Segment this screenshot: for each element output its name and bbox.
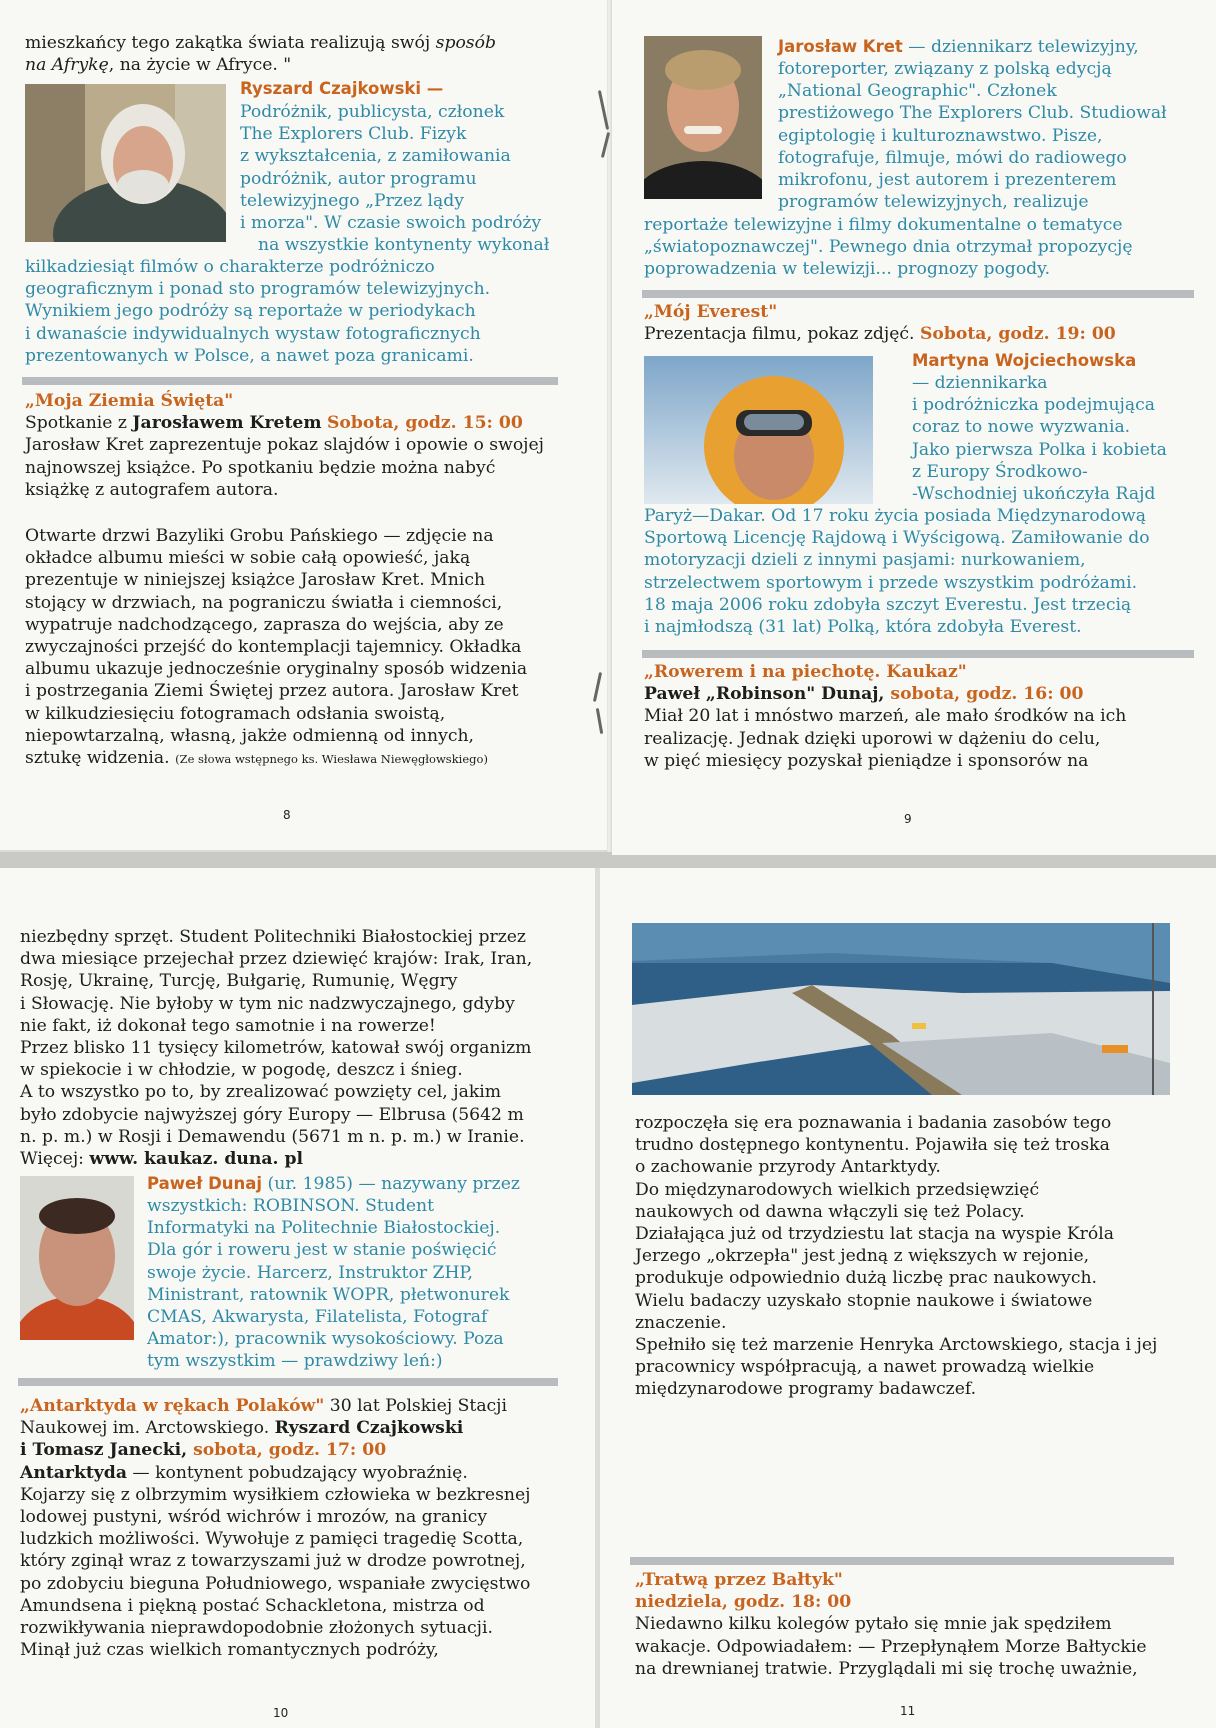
separator	[18, 1378, 558, 1386]
event-kaukaz: „Rowerem i na piechotę. Kaukaz" Paweł „Robinson" Dunaj, sobota, godz. 16: 00 Miał 20 lat i mnóstwo marzeń, ale mało środków na ich realizację. Jednak dzięki uporowi w dążeniu do celu, w pięć miesięcy pozyskał pieniądze i sponsorów na	[644, 662, 1127, 771]
website-link[interactable]: www. kaukaz. duna. pl	[89, 1149, 304, 1170]
event-title: „Moja Ziemia Święta"	[25, 391, 234, 411]
kaukaz-cont: niezbędny sprzęt. Student Politechniki Białostockiej przez dwa miesiące przejechał przez dziewięć krajów: Irak, Iran, Rosję, Ukrainę, Turcję, Bułgarię, Rumunię, Węgry i Słowację. Nie byłoby w tym nic nadzwyczajnego, gdyby nie fakt, iż dokonał tego samotnie i na rowerze! Przez blisko 11 tysięcy kilometrów, katował swój organizm w spiekocie i w chłodzie, w pogodę, deszcz i śnieg. A to wszystko po to, by zrealizować powzięty cel, jakim było zdobycie najwyższej góry Europy — Elbrusa (5642 m n. p. m.) w Rosji i Demawendu (5671 m n. p. m.) w Iranie. Więcej: www. kaukaz. duna. pl	[20, 927, 533, 1170]
page-8	[0, 0, 607, 850]
event-time: sobota, godz. 17: 00	[193, 1440, 387, 1461]
dunaj-bio: Paweł Dunaj (ur. 1985) — nazywany przez	[147, 1174, 520, 1194]
czajkowski-photo	[25, 84, 226, 242]
page-11	[600, 868, 1216, 1728]
separator	[630, 1557, 1174, 1565]
antarctic-station-photo	[632, 923, 1170, 1095]
kret-photo	[644, 36, 762, 199]
wojciechowska-name: Martyna Wojciechowska	[912, 351, 1137, 370]
page-9	[612, 0, 1216, 855]
czajkowski-bio-top	[240, 78, 443, 100]
event-time: Sobota, godz. 19: 00	[919, 324, 1116, 345]
page-number: 8	[283, 808, 291, 822]
czajkowski-name: Ryszard Czajkowski —	[240, 79, 444, 98]
kret-bio-body: fotoreporter, związany z polską edycją „National Geographic". Członek prestiżowego The Explorers Club. Studiował egiptologię i kulturoznawstwo. Pisze, fotografuje, filmuje, mówi do radiowego mikrofonu, jest autorem i prezenterem programów telewizyjnych, realizuje	[778, 59, 1167, 213]
antarktyda-cont: rozpoczęła się era poznawania i badania zasobów tego trudno dostępnego kontynentu. Pojawiła się też troska o zachowanie przyrody Antarktydy. Do międzynarodowych wielkich przedsięwzięć naukowych od dawna włączyli się też Polacy. Działająca już od trzydziestu lat stacja na wyspie Króla Jerzego „okrzepła" jest jedną z większych w rejonie, produkuje odpowiednio dużą liczbę prac naukowych. Wielu badaczy uzyskało stopnie naukowe i światowe znaczenie. Spełniło się też marzenie Henryka Arctowskiego, stacja i jej pracownicy współpracują, a nawet prowadzą wielkie międzynarodowe programy badawczef.	[635, 1113, 1158, 1400]
wojciechowska-name-block	[912, 350, 1136, 372]
event-moja-ziemia: „Moja Ziemia Święta" Spotkanie z Jarosławem Kretem Sobota, godz. 15: 00 Jarosław Kret zaprezentuje pokaz slajdów i opowie o swojej najnowszej książce. Po spotkaniu będzie można nabyć książkę z autografem autora.	[25, 391, 545, 500]
czajkowski-bio-cont: kilkadziesiąt filmów o charakterze podróżniczo geograficznym i ponad sto programów telewizyjnych. Wynikiem jego podróży są reportaże w periodykach i dwanaście indywidualnych wystaw fotograficznych prezentowanych w Polsce, a nawet poza granicami.	[25, 257, 491, 366]
intro-text: mieszkańcy tego zakątka świata realizują swój sposób na Afrykę, na życie w Afryce. "	[25, 33, 496, 76]
kret-name: Jarosław Kret	[778, 37, 903, 56]
separator	[642, 290, 1194, 298]
separator	[642, 650, 1194, 658]
event-tratwa: „Tratwą przez Bałtyk" niedziela, godz. 18: 00 Niedawno kilku kolegów pytało się mnie jak spędziłem wakacje. Odpowiadałem: — Przepłynąłem Morze Bałtyckie na drewnianej tratwie. Przyglądali mi się trochę uważnie,	[635, 1570, 1147, 1679]
kret-bio: Jarosław Kret — dziennikarz telewizyjny,	[778, 37, 1139, 57]
event-time: Sobota, godz. 15: 00	[327, 413, 523, 434]
dunaj-bio-body: wszystkich: ROBINSON. Student Informatyki na Politechnie Białostockiej. Dla gór i roweru jest w stanie poświęcić swoje życie. Harcerz, Instruktor ZHP, Ministrant, ratownik WOPR, płetwonurek CMAS, Akwarysta, Filatelista, Fotograf Amator:), pracownik wysokościowy. Poza tym wszystkim — prawdziwy leń:)	[147, 1196, 510, 1372]
page-10	[0, 868, 595, 1728]
wojciechowska-bio-cont: Paryż—Dakar. Od 17 roku życia posiada Międzynarodową Sportową Licencję Rajdową i Wyścigową. Zamiłowanie do motoryzacji dzieli z innymi pasjami: nurkowaniem, strzelectwem sportowym i przede wszystkim podróżami. 18 maja 2006 roku zdobyła szczyt Everestu. Jest trzecią i najmłodszą (31 lat) Polką, która zdobyła Everest.	[644, 506, 1150, 638]
event-title: „Rowerem i na piechotę. Kaukaz"	[644, 662, 967, 682]
page-number: 11	[900, 1704, 916, 1718]
event-title: „Antarktyda w rękach Polaków"	[20, 1396, 325, 1416]
event-antarktyda: „Antarktyda w rękach Polaków" 30 lat Polskiej Stacji Naukowej im. Arctowskiego. Ryszard Czajkowski i Tomasz Janecki, sobota, godz. 17: 00 Antarktyda — kontynent pobudzający wyobraźnię. Kojarzy się z olbrzymim wysiłkiem człowieka w bezkresnej lodowej pustyni, wśród wichrów i mrozów, na granicy ludzkich możliwości. Wywołuje z pamięci tragedię Scotta, który zginął wraz z towarzyszami już w drodze powrotnej, po zdobyciu bieguna Południowego, wspaniałe zwycięstwo Amundsena i piękną postać Schackletona, mistrza od rozwikływania nieprawdopodobnie złożonych sytuacji. Minął już czas wielkich romantycznych podróży,	[20, 1396, 531, 1661]
dunaj-photo	[20, 1176, 134, 1340]
kret-bio-cont: reportaże telewizyjne i filmy dokumentalne o tematyce „światopoznawczej". Pewnego dnia otrzymał propozycję poprowadzenia w telewizji... prognozy pogody.	[644, 215, 1133, 280]
wojciechowska-photo	[644, 356, 873, 504]
event-title: „Mój Everest"	[644, 302, 778, 322]
quote-source: (Ze słowa wstępnego ks. Wiesława Niewęgłowskiego)	[175, 752, 488, 767]
event-moj-everest: „Mój Everest" Prezentacja filmu, pokaz zdjęć. Sobota, godz. 19: 00	[644, 302, 1116, 345]
event-time: sobota, godz. 16: 00	[890, 684, 1084, 705]
event-time: niedziela, godz. 18: 00	[635, 1592, 852, 1613]
event-title: „Tratwą przez Bałtyk"	[635, 1570, 843, 1590]
separator	[22, 377, 558, 385]
dunaj-name: Paweł Dunaj	[147, 1174, 263, 1193]
czajkowski-bio: Podróżnik, publicysta, członek The Explorers Club. Fizyk z wykształcenia, z zamiłowania podróżnik, autor programu telewizyjnego „Przez lądy i morza". W czasie swoich podróży na wszystkie kontynenty wykonał	[240, 102, 550, 256]
album-quote: Otwarte drzwi Bazyliki Grobu Pańskiego — zdjęcie na okładce albumu mieści w sobie całą opowieść, jaką prezentuje w niniejszej książce Jarosław Kret. Mnich stojący w drzwiach, na pograniczu światła i ciemności, wypatruje nadchodzącego, zaprasza do wejścia, aby ze zwyczajności przejść do kontemplacji tajemnicy. Okładka albumu ukazuje jednocześnie oryginalny sposób widzenia i postrzegania Ziemi Świętej przez autora. Jarosław Kret w kilkudziesięciu fotogramach odsłania swoistą, niepowtarzalną, własną, jakże odmienną od innych, sztukę widzenia. (Ze słowa wstępnego ks. Wiesława Niewęgłowskiego)	[25, 526, 528, 769]
wojciechowska-bio: — dziennikarka i podróżniczka podejmująca coraz to nowe wyzwania. Jako pierwsza Polka i kobieta z Europy Środkowo- -Wschodniej ukończyła Rajd	[912, 373, 1167, 505]
page-number: 10	[273, 1706, 289, 1720]
page-number: 9	[904, 812, 912, 826]
